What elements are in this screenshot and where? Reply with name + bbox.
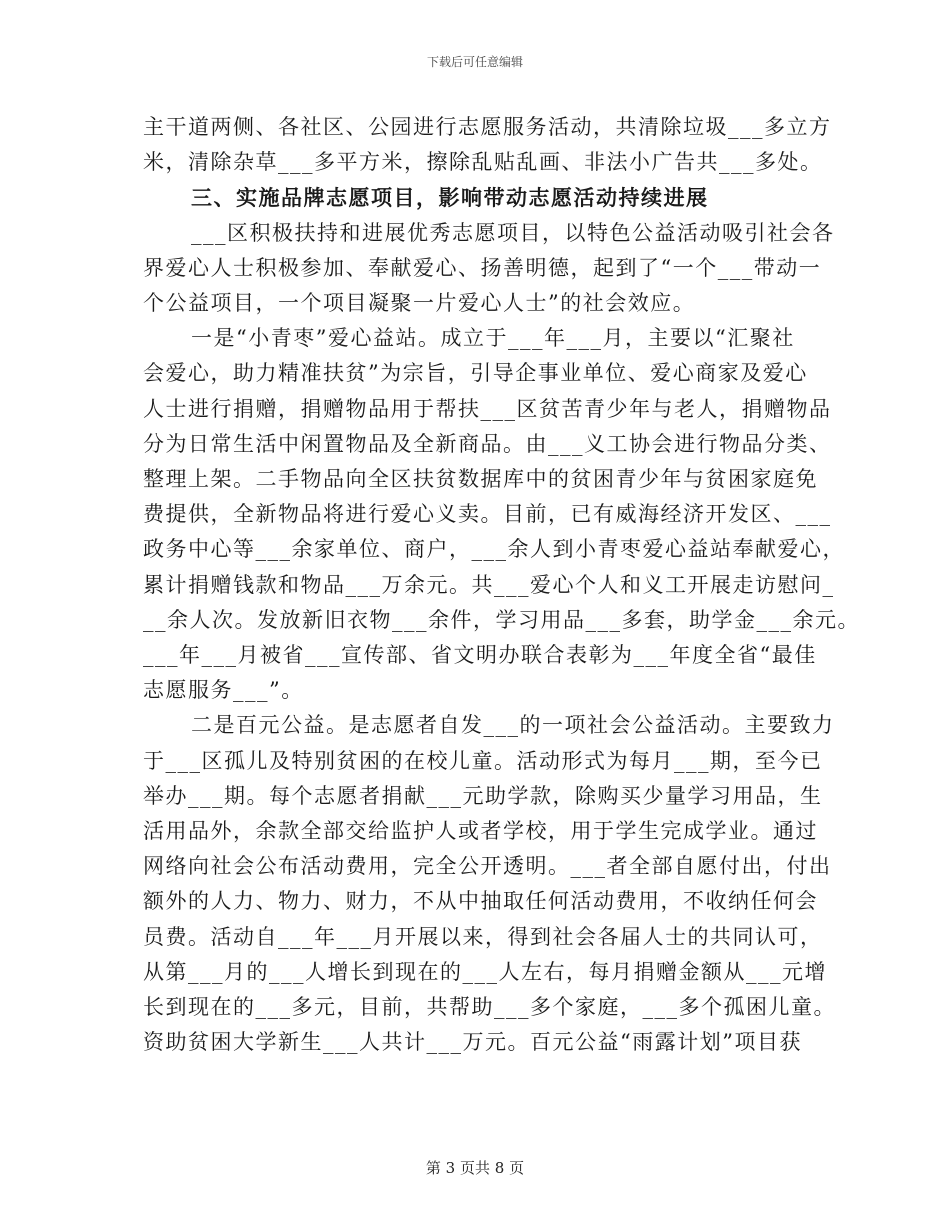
- paragraph-line: 界爱心人士积极参加、奉献爱心、扬善明德，起到了“一个___带动一: [143, 255, 822, 280]
- paragraph-line: 资助贫困大学新生___人共计___万元。百元公益“雨露计划”项目获: [143, 1030, 802, 1055]
- paragraph-line: ___区积极扶持和进展优秀志愿项目，以特色公益活动吸引社会各: [191, 220, 835, 245]
- paragraph-line: 举办___期。每个志愿者捐献___元助学款，除购买少量学习用品，生: [143, 783, 823, 808]
- paragraph-line: 分为日常生活中闲置物品及全新商品。由___义工协会进行物品分类、: [143, 431, 832, 456]
- paragraph-line: 费提供，全新物品将进行爱心义卖。目前，已有威海经济开发区、___: [143, 502, 832, 527]
- paragraph-line: 累计捐赠钱款和物品___万余元。共___爱心个人和义工开展走访慰问_: [143, 572, 835, 597]
- page-footer: 第 3 页共 8 页: [425, 1159, 525, 1177]
- paragraph-line: 个公益项目，一个项目凝聚一片爱心人士”的社会效应。: [143, 291, 696, 315]
- paragraph-line: 整理上架。二手物品向全区扶贫数据库中的贫困青少年与贫困家庭免: [143, 467, 818, 491]
- section-heading: 三、实施品牌志愿项目，影响带动志愿活动持续进展: [191, 185, 709, 211]
- paragraph-line: 额外的人力、物力、财力，不从中抽取任何活动费用，不收纳任何会: [143, 889, 818, 914]
- paragraph-line: __余人次。发放新旧衣物___余件，学习用品___多套，助学金___余元。: [143, 607, 860, 632]
- paragraph-line: 政务中心等___余家单位、商户，___余人到小青枣爱心益站奉献爱心，: [143, 537, 845, 562]
- paragraph-line: 长到现在的___多元，目前，共帮助___多个家庭，___多个孤困儿童。: [143, 995, 836, 1019]
- paragraph-line: 会爱心，助力精准扶贫”为宗旨，引导企事业单位、爱心商家及爱心: [143, 361, 808, 386]
- page-header: 下载后可任意编辑: [426, 55, 523, 69]
- paragraph-line: 一是“小青枣”爱心益站。成立于___年___月，主要以“汇聚社: [191, 326, 795, 351]
- paragraph-line: 志愿服务___”。: [143, 678, 304, 703]
- paragraph-line: 活用品外，余款全部交给监护人或者学校，用于学生完成学业。通过: [143, 819, 818, 843]
- paragraph-line: 二是百元公益。是志愿者自发___的一项社会公益活动。主要致力: [191, 713, 835, 738]
- paragraph-line: 从第___月的___人增长到现在的___人左右，每月捐赠金额从___元增: [143, 959, 827, 984]
- paragraph-line: ___年___月被省___宣传部、省文明办联合表彰为___年度全省“最佳: [143, 643, 817, 667]
- paragraph-line: 于___区孤儿及特别贫困的在校儿童。活动形式为每月___期，至今已: [143, 748, 823, 773]
- paragraph-line: 米，清除杂草___多平方米，擦除乱贴乱画、非法小广告共___多处。: [143, 150, 823, 175]
- paragraph-line: 人士进行捐赠，捐赠物品用于帮扶___区贫苦青少年与老人，捐赠物品: [143, 396, 832, 421]
- paragraph-line: 员费。活动自___年___月开展以来，得到社会各届人士的共同认可，: [143, 924, 823, 949]
- paragraph-line: 主干道两侧、各社区、公园进行志愿服务活动，共清除垃圾___多立方: [143, 115, 832, 139]
- paragraph-line: 网络向社会公布活动费用，完全公开透明。___者全部自愿付出，付出: [143, 854, 832, 879]
